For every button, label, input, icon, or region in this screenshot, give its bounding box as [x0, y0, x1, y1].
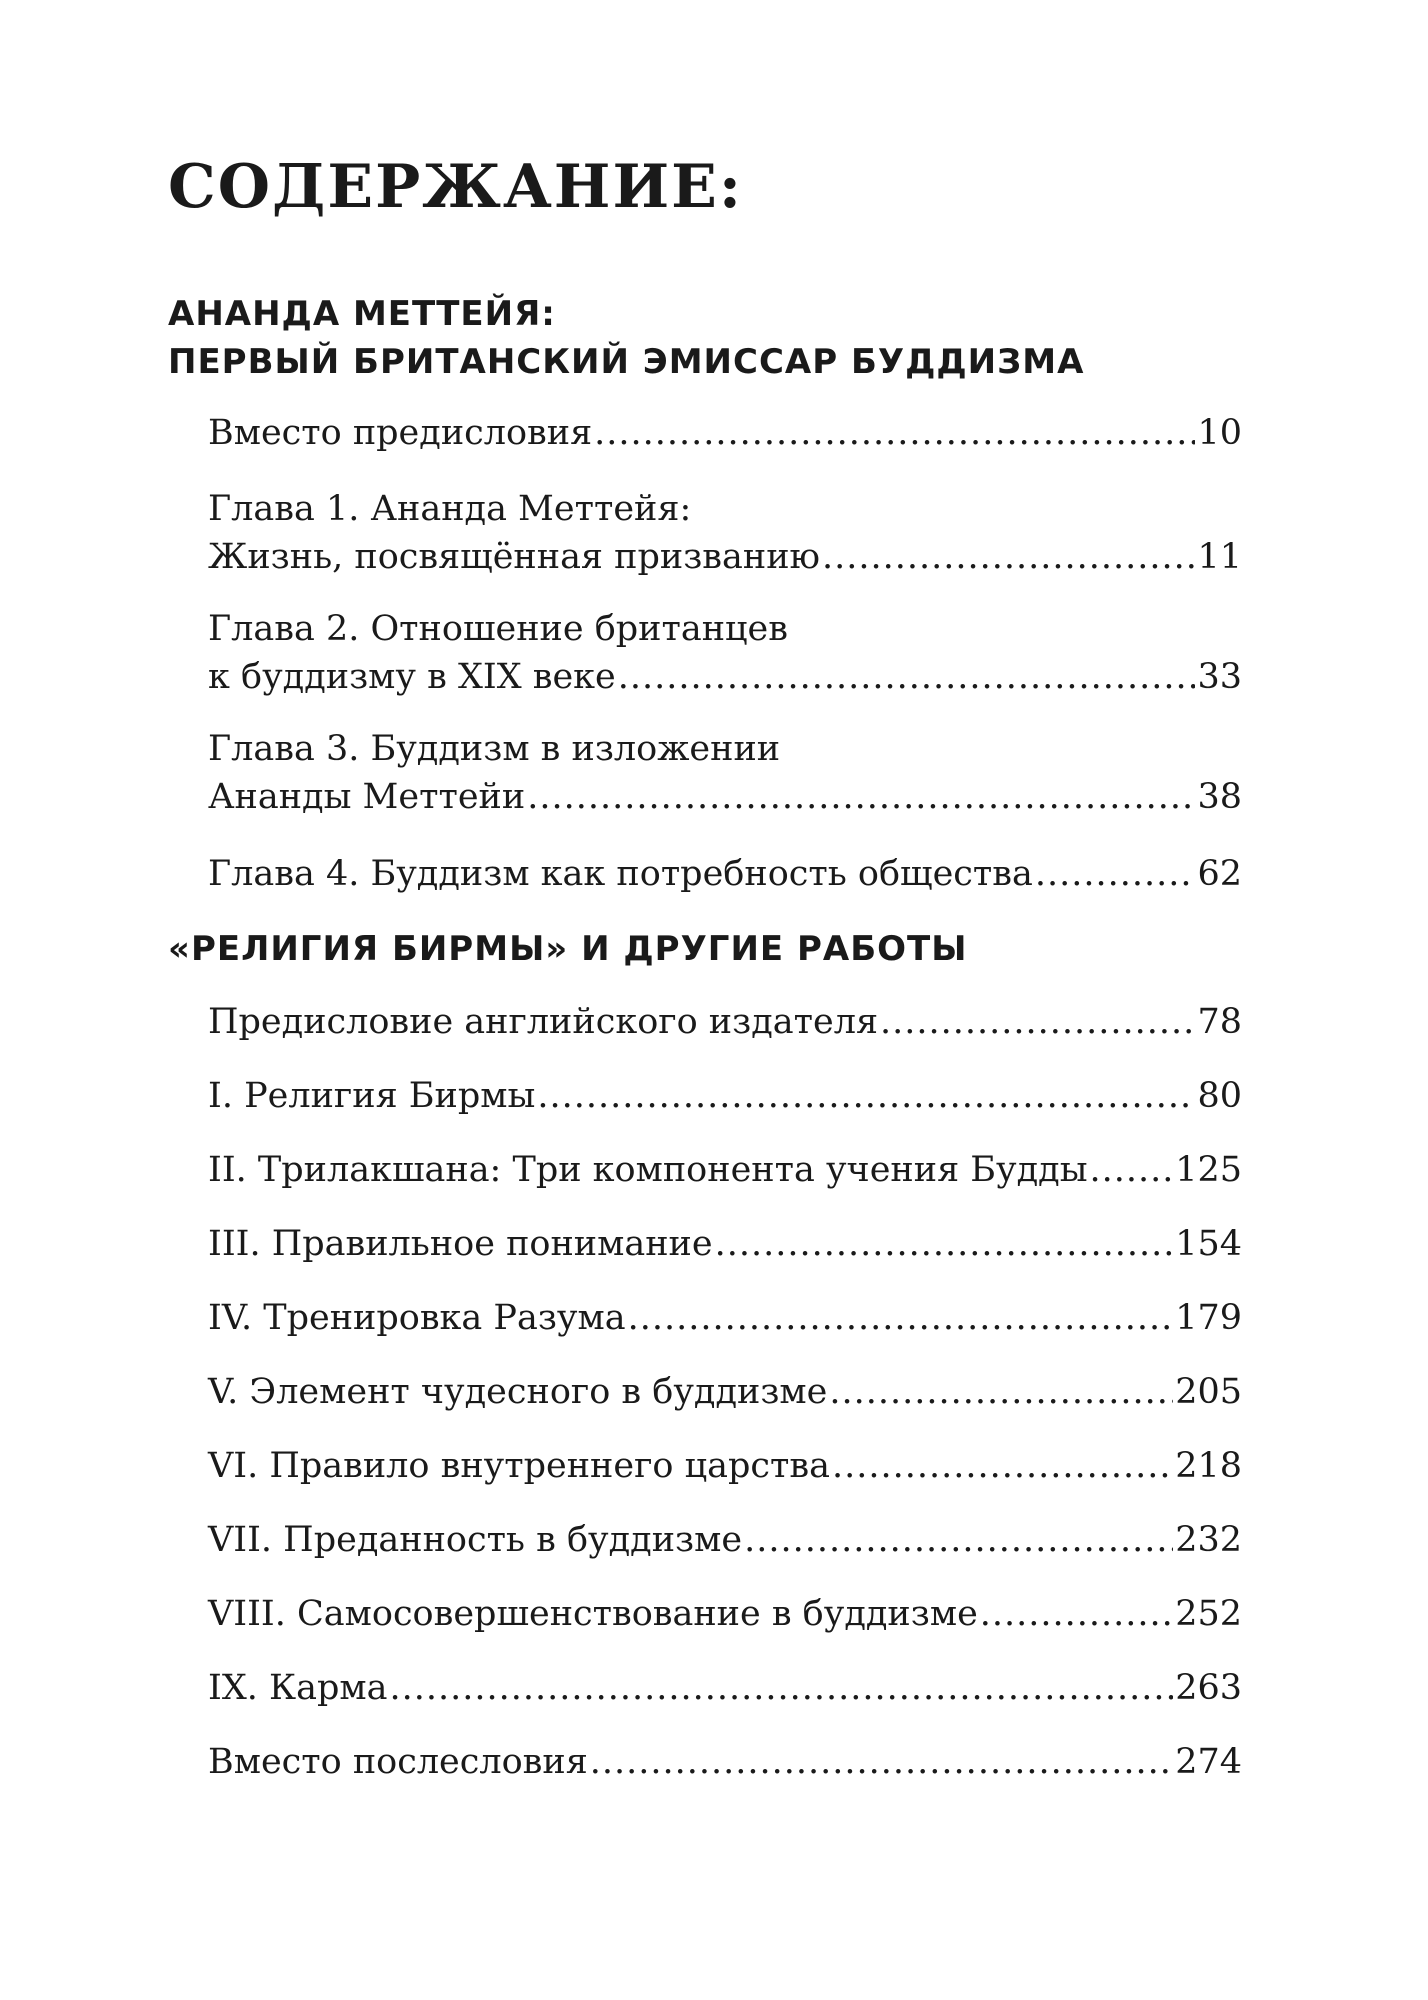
toc-entry-title: Вместо предисловия	[208, 413, 593, 453]
section-title-line: АНАНДА МЕТТЕЙЯ:	[168, 294, 556, 334]
page-title: СОДЕРЖАНИЕ:	[168, 152, 744, 222]
toc-entry-title: Жизнь, посвящённая призванию	[208, 537, 820, 577]
toc-entry-page: 62	[1197, 854, 1242, 894]
toc-entry[interactable]	[208, 1738, 1242, 1786]
toc-entry[interactable]	[208, 1220, 1242, 1268]
leader-dots	[537, 1072, 1195, 1120]
toc-entry[interactable]	[208, 998, 1242, 1046]
toc-entry-title: Вместо послесловия	[208, 1742, 588, 1782]
toc-entry-title: Предисловие английского издателя	[208, 1002, 879, 1042]
toc-entry-title: Глава 4. Буддизм как потребность общества	[208, 854, 1033, 894]
toc-entry-page: 10	[1197, 413, 1242, 453]
toc-entry-line: Глава 3. Буддизм в изложении	[208, 729, 781, 769]
toc-entry[interactable]	[208, 850, 1242, 898]
leader-dots	[618, 653, 1196, 701]
toc-entry-page: 11	[1197, 537, 1242, 577]
toc-entry-page: 274	[1175, 1742, 1242, 1782]
toc-entry[interactable]	[208, 1664, 1242, 1712]
leader-dots	[715, 1220, 1174, 1268]
leader-dots	[590, 1738, 1173, 1786]
leader-dots	[744, 1516, 1173, 1564]
toc-entry-page: 252	[1175, 1594, 1242, 1634]
toc-entry-page: 80	[1197, 1076, 1242, 1116]
leader-dots	[628, 1294, 1174, 1342]
toc-entry-page: 218	[1175, 1446, 1242, 1486]
toc-entry-title: II. Трилакшана: Три компонента учения Будды	[208, 1150, 1088, 1190]
toc-entry-page: 154	[1175, 1224, 1242, 1264]
toc-entry[interactable]	[208, 725, 1242, 821]
leader-dots	[832, 1442, 1173, 1490]
leader-dots	[822, 533, 1195, 581]
toc-entry-title: I. Религия Бирмы	[208, 1076, 536, 1116]
toc-entry-title: IV. Тренировка Разума	[208, 1298, 626, 1338]
toc-entry-title: Ананды Меттейи	[208, 777, 526, 817]
toc-entry-page: 38	[1197, 777, 1242, 817]
leader-dots	[880, 998, 1195, 1046]
leader-dots	[1090, 1146, 1174, 1194]
toc-entry-line: Глава 2. Отношение британцев	[208, 609, 788, 649]
leader-dots	[527, 773, 1195, 821]
toc-entry[interactable]	[208, 1294, 1242, 1342]
toc-entry-page: 78	[1197, 1002, 1242, 1042]
toc-entry-title: IX. Карма	[208, 1668, 388, 1708]
section-title-line: «РЕЛИГИЯ БИРМЫ» И ДРУГИЕ РАБОТЫ	[168, 929, 968, 969]
toc-entry[interactable]	[208, 1146, 1242, 1194]
section-title	[168, 290, 1084, 386]
section-title-line: ПЕРВЫЙ БРИТАНСКИЙ ЭМИССАР БУДДИЗМА	[168, 342, 1085, 382]
toc-entry[interactable]	[208, 1368, 1242, 1416]
toc-entry-title: VII. Преданность в буддизме	[208, 1520, 743, 1560]
toc-entry[interactable]	[208, 1442, 1242, 1490]
leader-dots	[594, 409, 1195, 457]
toc-entry-line: Глава 1. Ананда Меттейя:	[208, 489, 692, 529]
toc-entry[interactable]	[208, 605, 1242, 701]
toc-entry-title: VIII. Самосовершенствование в буддизме	[208, 1594, 978, 1634]
toc-entry-title: V. Элемент чудесного в буддизме	[208, 1372, 828, 1412]
leader-dots	[1035, 850, 1196, 898]
toc-entry-title: к буддизму в XIX веке	[208, 657, 616, 697]
leader-dots	[829, 1368, 1173, 1416]
toc-entry-page: 125	[1175, 1150, 1242, 1190]
toc-entry-page: 263	[1175, 1668, 1242, 1708]
toc-entry-page: 33	[1197, 657, 1242, 697]
toc-entry[interactable]	[208, 409, 1242, 457]
toc-entry[interactable]	[208, 1516, 1242, 1564]
toc-entry[interactable]	[208, 1072, 1242, 1120]
section-title	[168, 925, 967, 973]
toc-entry-page: 232	[1175, 1520, 1242, 1560]
toc-entry-page: 179	[1175, 1298, 1242, 1338]
toc-entry[interactable]	[208, 485, 1242, 581]
leader-dots	[980, 1590, 1173, 1638]
toc-entry-page: 205	[1175, 1372, 1242, 1412]
toc-entry-title: III. Правильное понимание	[208, 1224, 713, 1264]
leader-dots	[389, 1664, 1173, 1712]
toc-entry[interactable]	[208, 1590, 1242, 1638]
toc-entry-title: VI. Правило внутреннего царства	[208, 1446, 830, 1486]
